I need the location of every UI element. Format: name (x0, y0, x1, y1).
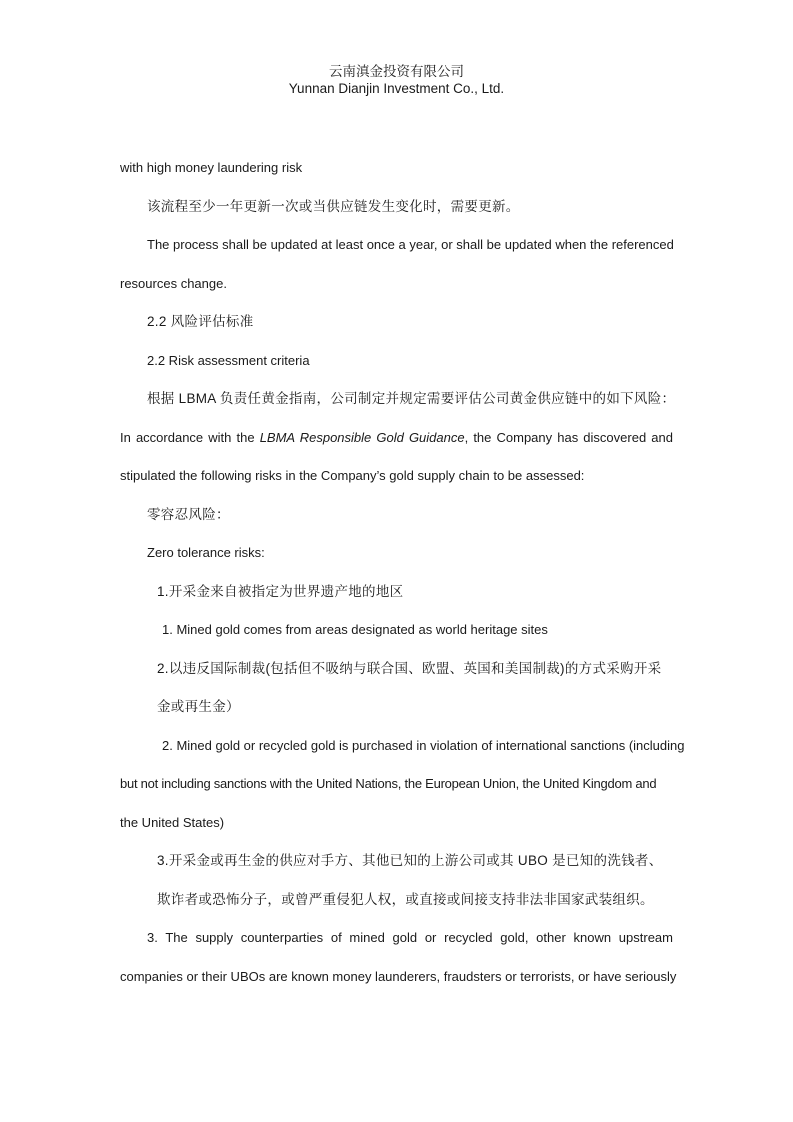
text-run: In accordance with the (120, 430, 260, 445)
list-item: 2. Mined gold or recycled gold is purchased in violation of international sanctions (including (162, 738, 685, 753)
text-run: , the Company has discovered and (464, 430, 673, 445)
list-item: 1. Mined gold comes from areas designated as world heritage sites (162, 622, 548, 637)
text-line: The process shall be updated at least once a year, or shall be updated when the referenced (147, 237, 674, 252)
text-line: stipulated the following risks in the Company’s gold supply chain to be assessed: (120, 468, 585, 483)
section-heading-cn: 2.2 风险评估标准 (147, 314, 254, 329)
text-line: resources change. (120, 276, 227, 291)
list-item: 2.以违反国际制裁(包括但不吸纳与联合国、欧盟、英国和美国制裁)的方式采购开采 (157, 661, 662, 676)
text-line: Zero tolerance risks: (147, 545, 265, 560)
list-item: 1.开采金来自被指定为世界遗产地的地区 (157, 584, 404, 599)
text-line: 欺诈者或恐怖分子，或曾严重侵犯人权，或直接或间接支持非法非国家武装组织。 (157, 892, 654, 907)
text-line: with high money laundering risk (120, 160, 303, 175)
list-item: 3. The supply counterparties of mined gold or recycled gold, other known upstream (147, 930, 673, 945)
section-heading-en: 2.2 Risk assessment criteria (147, 353, 310, 368)
company-name-cn: 云南滇金投资有限公司 (329, 64, 464, 79)
text-line: 零容忍风险： (147, 507, 230, 522)
company-name-en: Yunnan Dianjin Investment Co., Ltd. (288, 81, 505, 96)
text-line: the United States) (120, 815, 225, 830)
text-line: but not including sanctions with the United Nations, the European Union, the United Kingdom and (120, 776, 657, 791)
text-line: 根据 LBMA 负责任黄金指南，公司制定并规定需要评估公司黄金供应链中的如下风险： (147, 391, 676, 406)
guidance-title: LBMA Responsible Gold Guidance (259, 430, 465, 445)
text-line: 该流程至少一年更新一次或当供应链发生变化时，需要更新。 (147, 199, 520, 214)
text-line: companies or their UBOs are known money launderers, fraudsters or terrorists, or have seriously (120, 969, 677, 984)
text-line (120, 430, 673, 446)
text-line: 金或再生金） (157, 699, 240, 714)
list-item: 3.开采金或再生金的供应对手方、其他已知的上游公司或其 UBO 是已知的洗钱者、 (157, 853, 663, 868)
